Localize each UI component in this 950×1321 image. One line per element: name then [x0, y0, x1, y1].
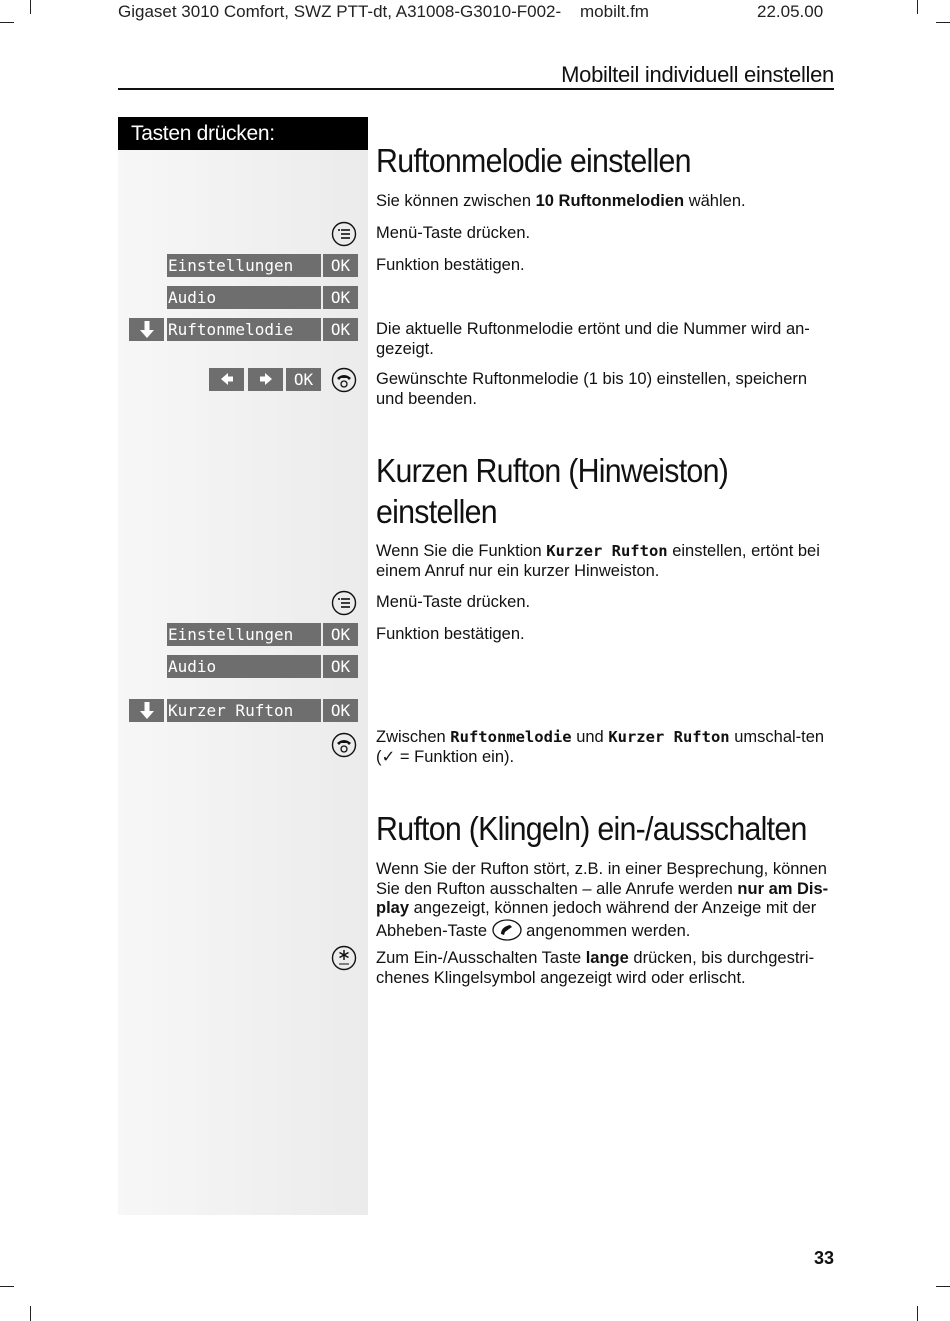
nav-right-icon: [248, 368, 283, 391]
answer-key-icon: [492, 919, 522, 941]
section2-step3: Zwischen Ruftonmelodie und Kurzer Rufton umschal-ten (✓ = Funktion ein).: [376, 728, 825, 766]
crop-mark: [936, 1286, 950, 1287]
ok-softkey: OK: [323, 623, 358, 646]
crop-mark: [917, 0, 918, 14]
nav-left-icon: [209, 368, 244, 391]
ok-softkey: OK: [323, 318, 358, 341]
crop-mark: [30, 1306, 31, 1321]
end-call-key-icon: [331, 367, 357, 393]
ok-softkey: OK: [323, 254, 358, 277]
display-menu-kurzer-rufton: Kurzer Rufton: [167, 699, 321, 722]
display-menu-audio: Audio: [167, 286, 321, 309]
crop-mark: [30, 0, 31, 14]
nav-down-arrow-icon: [129, 699, 164, 722]
crop-mark: [0, 1286, 14, 1287]
section3-step1: Zum Ein-/Ausschalten Taste lange drücken, bis durchgestri-chenes Klingelsymbol angezeigt wird oder erlischt.: [376, 949, 815, 987]
section1-step3: Die aktuelle Ruftonmelodie ertönt und die Nummer wird an-gezeigt.: [376, 320, 810, 358]
checkmark-icon: ✓: [381, 747, 396, 766]
menu-key-icon: [331, 221, 357, 247]
section2-intro: Wenn Sie die Funktion Kurzer Rufton einstellen, ertönt bei einem Anruf nur ein kurzer Hinweiston.: [376, 542, 820, 580]
key-column-heading: Tasten drücken:: [118, 117, 368, 150]
section3-intro: Wenn Sie der Rufton stört, z.B. in einer Besprechung, können Sie den Rufton ausschalten – alle Anrufe werden nur am Dis-play angezeigt, können jedoch während der Anzeige mit der Abheben-Taste angenommen werden.: [376, 860, 829, 940]
ok-softkey: OK: [323, 655, 358, 678]
crop-mark: [917, 1306, 918, 1321]
end-call-key-icon: [331, 732, 357, 758]
menu-key-icon: [331, 590, 357, 616]
section3-title: Rufton (Klingeln) ein-/ausschalten: [376, 810, 807, 847]
section2-title-line2: einstellen: [376, 493, 497, 530]
header-doc-info: Gigaset 3010 Comfort, SWZ PTT-dt, A31008-G3010-F002-: [118, 2, 562, 21]
header-date: 22.05.00: [757, 2, 824, 21]
section2-title-line1: Kurzen Rufton (Hinweiston): [376, 452, 729, 489]
section1-title: Ruftonmelodie einstellen: [376, 142, 691, 179]
section2-step2: Funktion bestätigen.: [376, 625, 525, 643]
star-key-icon: [331, 945, 357, 971]
ok-softkey: OK: [323, 286, 358, 309]
crop-mark: [936, 22, 950, 23]
ok-softkey: OK: [323, 699, 358, 722]
section1-step2: Funktion bestätigen.: [376, 256, 525, 274]
section1-step1: Menü-Taste drücken.: [376, 224, 531, 242]
display-menu-einstellungen: Einstellungen: [167, 254, 321, 277]
header-rule: [118, 88, 834, 90]
section2-step1: Menü-Taste drücken.: [376, 593, 531, 611]
display-menu-audio: Audio: [167, 655, 321, 678]
nav-down-arrow-icon: [129, 318, 164, 341]
header-file: mobilt.fm: [580, 2, 649, 21]
page-number: 33: [813, 1248, 834, 1268]
section1-step4: Gewünschte Ruftonmelodie (1 bis 10) einstellen, speichern und beenden.: [376, 370, 808, 408]
ok-softkey: OK: [286, 368, 321, 391]
display-menu-einstellungen: Einstellungen: [167, 623, 321, 646]
section-title: Mobilteil individuell einstellen: [561, 62, 834, 87]
crop-mark: [0, 22, 14, 23]
section1-intro: Sie können zwischen 10 Ruftonmelodien wählen.: [376, 192, 746, 210]
display-menu-ruftonmelodie: Ruftonmelodie: [167, 318, 321, 341]
